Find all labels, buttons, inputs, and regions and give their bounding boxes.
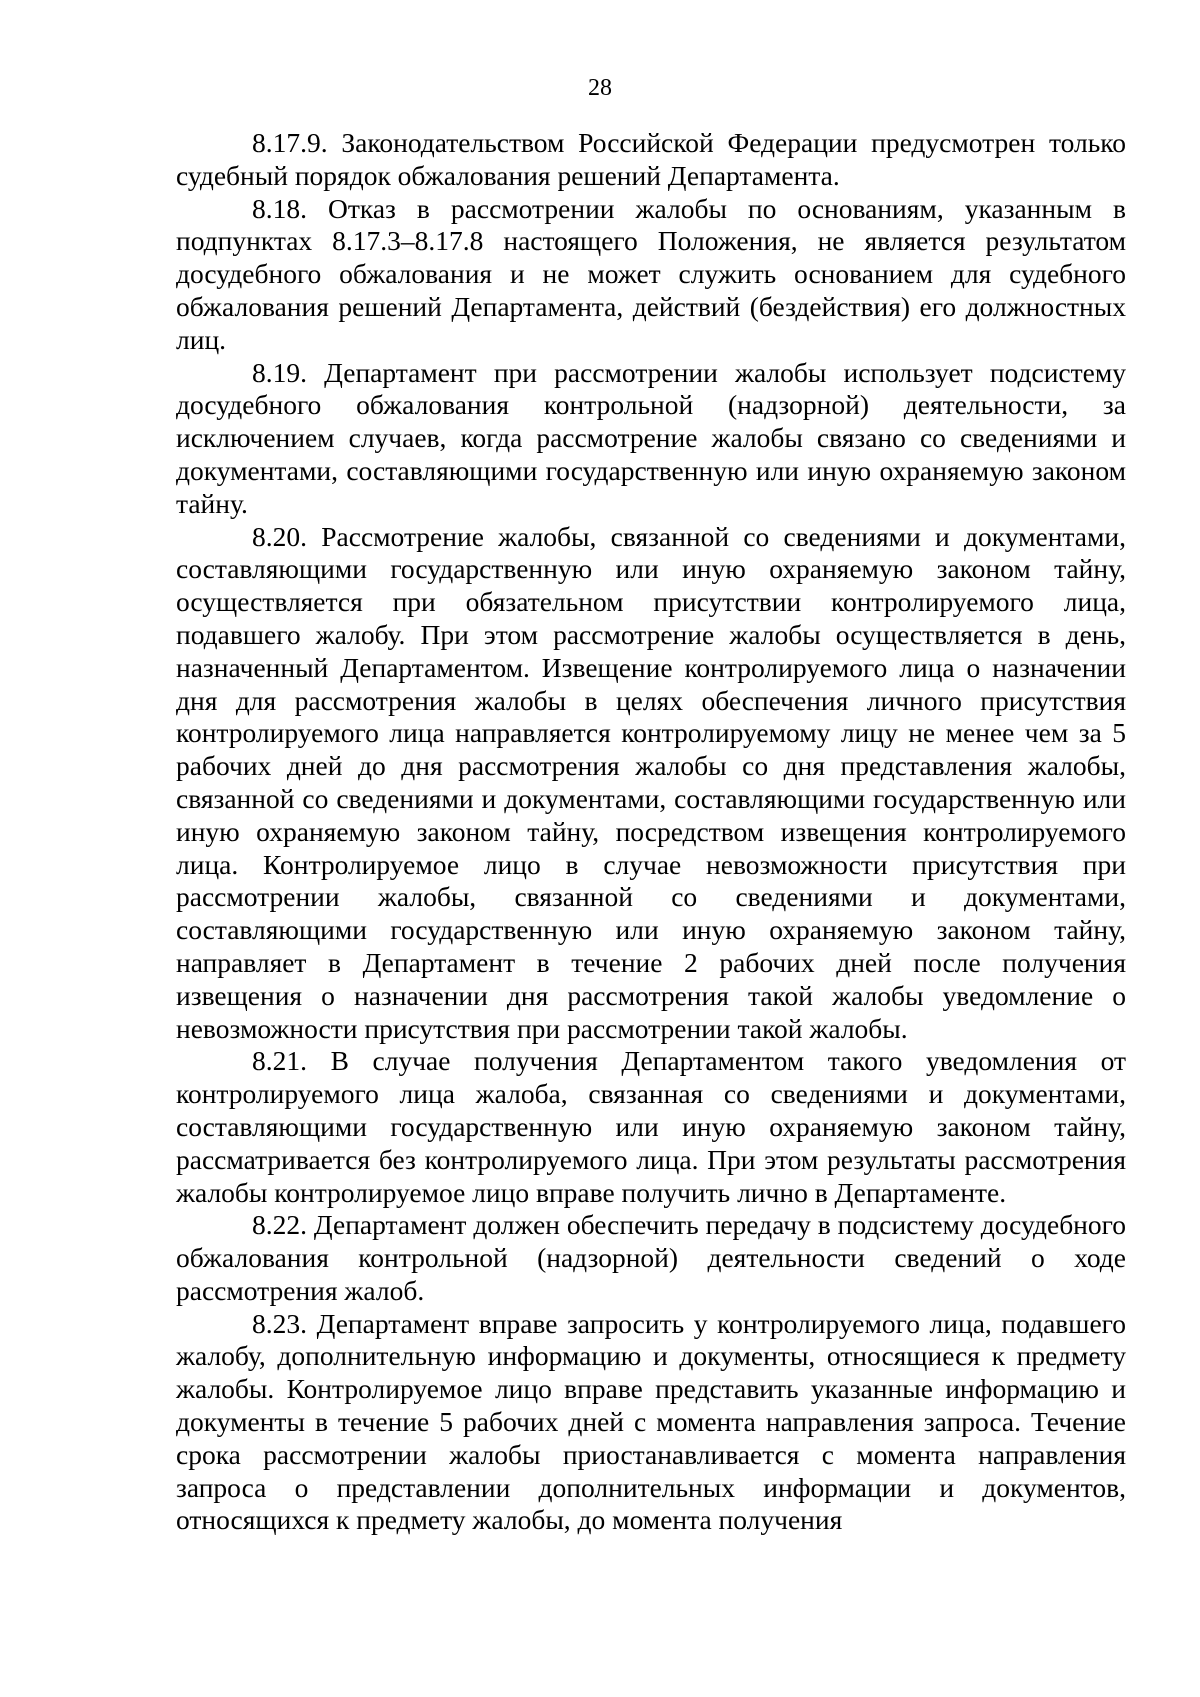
paragraph-8-21: 8.21. В случае получения Департаментом такого уведомления от контролируемого лица жалоба, связанная со сведениями и документами, составляющими государственную или иную охраняемую законом тайну, рассматривается без контролируемого лица. При этом результаты рассмотрения жалобы контролируемое лицо вправе получить лично в Департаменте. [176, 1045, 1126, 1208]
paragraph-8-19: 8.19. Департамент при рассмотрении жалобы использует подсистему досудебного обжалования контрольной (надзорной) деятельности, за исключением случаев, когда рассмотрение жалобы связано со сведениями и документами, составляющими государственную или иную охраняемую законом тайну. [176, 356, 1126, 519]
paragraph-8-20: 8.20. Рассмотрение жалобы, связанной со сведениями и документами, составляющими государственную или иную охраняемую законом тайну, осуществляется при обязательном присутствии контролируемого лица, подавшего жалобу. При этом рассмотрение жалобы осуществляется в день, назначенный Департаментом. Извещение контролируемого лица о назначении дня для рассмотрения жалобы в целях обеспечения личного присутствия контролируемого лица направляется контролируемому лицу не менее чем за 5 рабочих дней до дня рассмотрения жалобы со дня представления жалобы, связанной со сведениями и документами, составляющими государственную или иную охраняемую законом тайну, посредством извещения контролируемого лица. Контролируемое лицо в случае невозможности присутствия при рассмотрении жалобы, связанной со сведениями и документами, составляющими государственную или иную охраняемую законом тайну, направляет в Департамент в течение 2 рабочих дней после получения извещения о назначении дня рассмотрения такой жалобы уведомление о невозможности присутствия при рассмотрении такой жалобы. [176, 520, 1126, 1044]
paragraph-8-18: 8.18. Отказ в рассмотрении жалобы по основаниям, указанным в подпунктах 8.17.3–8.17.8 настоящего Положения, не является результатом досудебного обжалования и не может служить основанием для судебного обжалования решений Департамента, действий (бездействия) его должностных лиц. [176, 192, 1126, 355]
page-number: 28 [588, 75, 612, 101]
paragraph-8-22: 8.22. Департамент должен обеспечить передачу в подсистему досудебного обжалования контрольной (надзорной) деятельности сведений о ходе рассмотрения жалоб. [176, 1209, 1126, 1306]
paragraph-8-17-9: 8.17.9. Законодательством Российской Федерации предусмотрен только судебный порядок обжалования решений Департамента. [176, 127, 1126, 191]
document-body [176, 127, 1126, 1537]
paragraph-8-23: 8.23. Департамент вправе запросить у контролируемого лица, подавшего жалобу, дополнительную информацию и документы, относящиеся к предмету жалобы. Контролируемое лицо вправе представить указанные информацию и документы в течение 5 рабочих дней с момента направления запроса. Течение срока рассмотрении жалобы приостанавливается с момента направления запроса о представлении дополнительных информации и документов, относящихся к предмету жалобы, до момента получения [176, 1307, 1126, 1536]
